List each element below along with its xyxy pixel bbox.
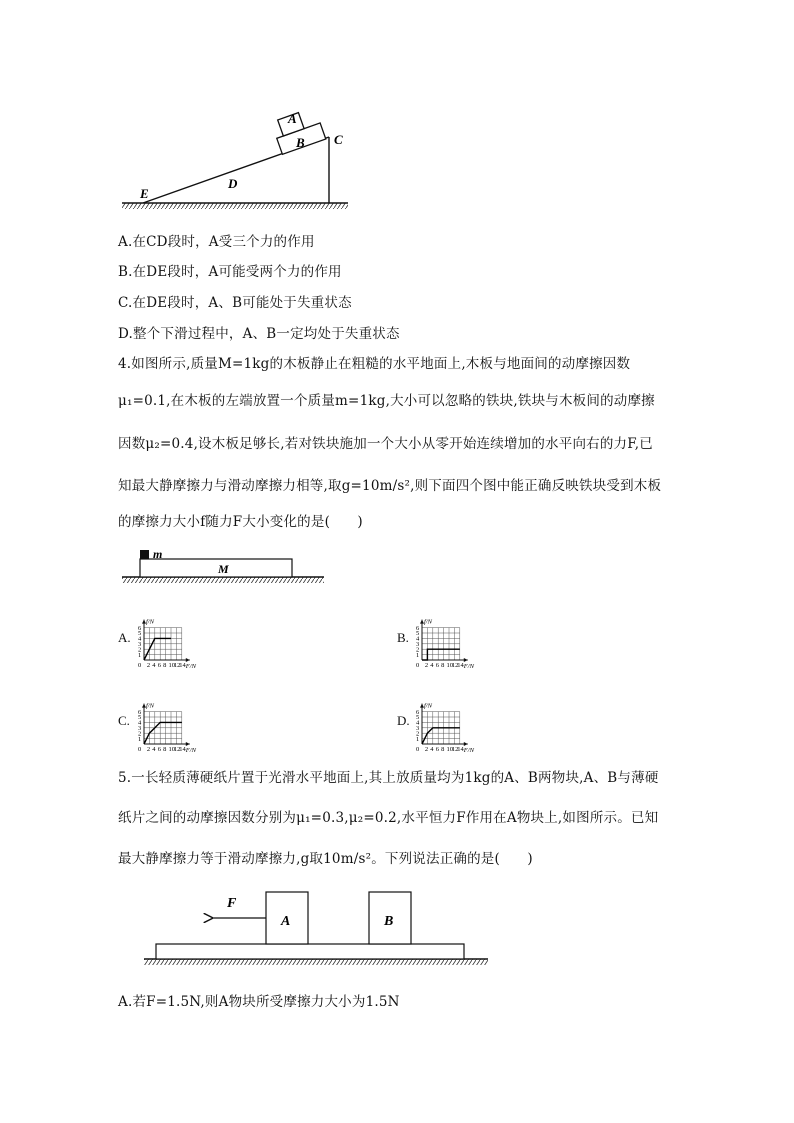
- x-tick-label: 14: [457, 662, 464, 669]
- y-tick-label: 3: [416, 641, 420, 648]
- x-tick-label: 8: [441, 662, 445, 669]
- label-b-q5: B: [384, 914, 394, 929]
- q4-option-c-label: C.: [118, 713, 130, 728]
- x-axis-label: F/N: [463, 663, 474, 670]
- x-tick-label: 0: [416, 662, 420, 669]
- q3-option-a: A.在CD段时，A受三个力的作用: [118, 234, 315, 250]
- x-tick-label: 2: [146, 746, 151, 753]
- x-axis-label: F/N: [185, 663, 196, 670]
- label-b: B: [296, 135, 305, 150]
- board-figure: [118, 543, 330, 585]
- y-tick-label: 6: [138, 708, 142, 716]
- y-axis-label: f/N: [146, 702, 154, 710]
- x-tick-label: 4: [152, 746, 156, 753]
- x-tick-label: 12: [173, 662, 181, 669]
- x-tick-label: 6: [435, 662, 439, 669]
- x-tick-label: 10: [446, 662, 453, 669]
- label-d: D: [228, 176, 238, 191]
- q4-line-4: 知最大静摩擦力与滑动摩擦力相等,取g=10m/s²,则下面四个图中能正确反映铁块受到木板: [118, 478, 662, 494]
- y-tick-label: 3: [416, 725, 420, 732]
- q5-line-1: 5.一长轻质薄硬纸片置于光滑水平地面上,其上放质量均为1kg的A、B两物块,A、B与薄硬: [118, 770, 659, 786]
- x-axis-arrow: [186, 742, 190, 746]
- x-axis-label: F/N: [463, 747, 474, 754]
- board-m-plank: [140, 559, 292, 577]
- x-tick-label: 2: [146, 662, 151, 669]
- y-tick-label: 6: [138, 624, 142, 632]
- q4-line-1: 4.如图所示,质量M=1kg的木板静止在粗糙的水平地面上,木板与地面间的动摩擦因数: [118, 356, 631, 372]
- ground-hatch: [122, 203, 348, 209]
- paper-sheet: [156, 944, 464, 959]
- y-tick-label: 6: [416, 624, 420, 632]
- x-tick-label: 8: [441, 746, 445, 753]
- q4-graph-a: [130, 598, 230, 672]
- x-tick-label: 10: [446, 746, 453, 753]
- x-tick-label: 2: [424, 662, 429, 669]
- q4-graph-c: [130, 682, 230, 756]
- label-a: A: [288, 111, 297, 126]
- incline-figure: [118, 100, 358, 215]
- x-axis-arrow: [464, 658, 468, 662]
- x-axis-arrow: [186, 658, 190, 662]
- x-tick-label: 6: [157, 662, 161, 669]
- q4-line-2: μ₁=0.1,在木板的左端放置一个质量m=1kg,大小可以忽略的铁块,铁块与木板间的动摩擦: [118, 393, 655, 409]
- y-tick-label: 1: [138, 651, 142, 659]
- x-tick-label: 14: [457, 746, 464, 753]
- q5-line-2: 纸片之间的动摩擦因数分别为μ₁=0.3,μ₂=0.2,水平恒力F作用在A物块上,如图所示。已知: [118, 810, 659, 826]
- x-tick-label: 6: [157, 746, 161, 753]
- x-axis-arrow: [464, 742, 468, 746]
- label-small-m: m: [153, 547, 163, 561]
- q4-graph-d: [408, 682, 508, 756]
- q4-line-3: 因数μ₂=0.4,设木板足够长,若对铁块施加一个大小从零开始连续增加的水平向右的力F,已: [118, 436, 653, 452]
- y-tick-label: 1: [416, 651, 420, 659]
- y-tick-label: 2: [416, 730, 420, 738]
- q5-line-3: 最大静摩擦力等于滑动摩擦力,g取10m/s²。下列说法正确的是( ): [118, 851, 533, 867]
- x-tick-label: 2: [424, 746, 429, 753]
- x-tick-label: 0: [416, 746, 420, 753]
- y-tick-label: 2: [138, 646, 142, 654]
- q5-option-a: A.若F=1.5N,则A物块所受摩擦力大小为1.5N: [118, 994, 400, 1010]
- y-tick-label: 2: [138, 730, 142, 738]
- board-ground-hatch: [122, 577, 324, 583]
- x-tick-label: 8: [163, 746, 167, 753]
- y-tick-label: 5: [416, 630, 420, 638]
- x-tick-label: 12: [173, 746, 181, 753]
- label-e: E: [140, 186, 149, 201]
- y-tick-label: 1: [416, 735, 420, 743]
- y-axis-label: f/N: [424, 702, 432, 710]
- y-tick-label: 5: [138, 714, 142, 722]
- y-axis-label: f/N: [146, 618, 154, 626]
- x-tick-label: 6: [435, 746, 439, 753]
- q3-option-c: C.在DE段时，A、B可能处于失重状态: [118, 295, 352, 311]
- y-tick-label: 6: [416, 708, 420, 716]
- q3-option-b: B.在DE段时，A可能受两个力的作用: [118, 264, 342, 280]
- x-tick-label: 14: [179, 662, 186, 669]
- x-tick-label: 0: [138, 746, 142, 753]
- y-axis-label: f/N: [424, 618, 432, 626]
- x-tick-label: 4: [152, 662, 156, 669]
- label-big-m: M: [218, 562, 229, 576]
- q3-option-d: D.整个下滑过程中，A、B一定均处于失重状态: [118, 326, 400, 342]
- label-f-q5: F: [227, 896, 237, 911]
- series-line: [422, 728, 460, 744]
- y-tick-label: 1: [138, 735, 142, 743]
- y-tick-label: 5: [138, 630, 142, 638]
- y-tick-label: 4: [416, 635, 420, 643]
- x-tick-label: 10: [168, 746, 175, 753]
- y-tick-label: 4: [138, 719, 142, 727]
- x-tick-label: 14: [179, 746, 186, 753]
- label-c: C: [334, 132, 343, 147]
- y-tick-label: 4: [138, 635, 142, 643]
- y-tick-label: 5: [416, 714, 420, 722]
- x-tick-label: 0: [138, 662, 142, 669]
- x-tick-label: 10: [168, 662, 175, 669]
- q4-option-d-label: D.: [397, 713, 410, 728]
- iron-block-m: [140, 550, 149, 559]
- x-tick-label: 12: [451, 746, 459, 753]
- q4-option-b-label: B.: [397, 630, 409, 645]
- x-tick-label: 12: [451, 662, 459, 669]
- y-tick-label: 2: [416, 646, 420, 654]
- y-tick-label: 3: [138, 725, 142, 732]
- paper-ground-hatch: [144, 959, 488, 965]
- q4-option-a-label: A.: [118, 630, 131, 645]
- q4-graph-b: [408, 598, 508, 672]
- q4-line-5: 的摩擦力大小f随力F大小变化的是( ): [118, 514, 363, 530]
- paper-blocks-figure: [140, 888, 492, 968]
- y-tick-label: 4: [416, 719, 420, 727]
- x-tick-label: 4: [430, 746, 434, 753]
- x-axis-label: F/N: [185, 747, 196, 754]
- x-tick-label: 4: [430, 662, 434, 669]
- label-a-q5: A: [281, 914, 291, 929]
- x-tick-label: 8: [163, 662, 167, 669]
- y-tick-label: 3: [138, 641, 142, 648]
